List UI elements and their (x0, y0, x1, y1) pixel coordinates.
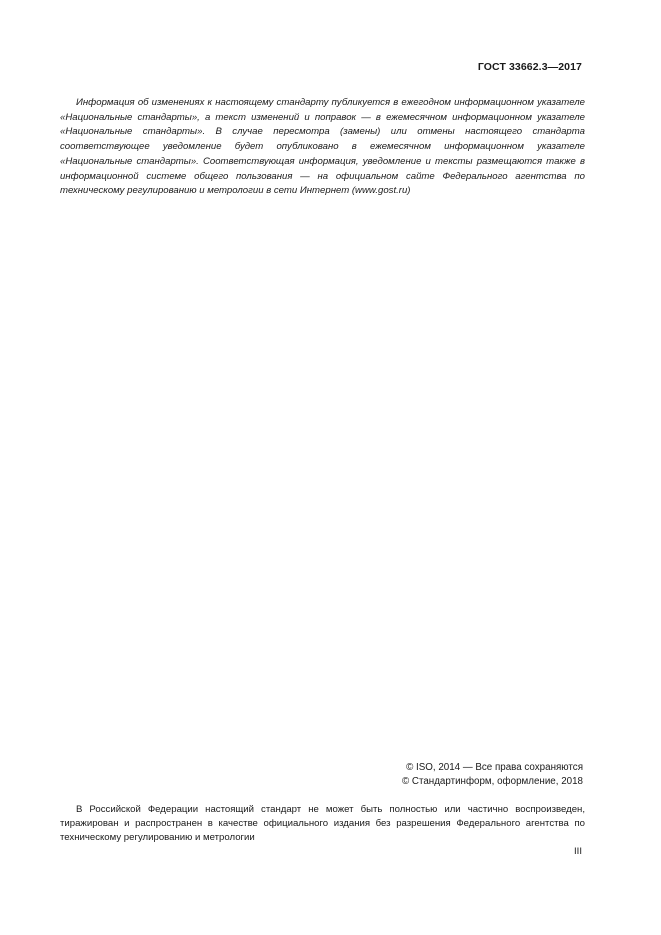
reproduction-notice: В Российской Федерации настоящий стандарт не может быть полностью или частично воспроизведен, тиражирован и распространен в качестве официального издания без разрешения Федерального агентства по техническому регулированию и метрологии (60, 804, 585, 843)
copyright-block (402, 761, 583, 789)
publication-info-paragraph: Информация об изменениях к настоящему стандарту публикуется в ежегодном информационном указателе «Национальные стандарты», а текст изменений и поправок — в ежемесячном информационном указателе «Национальные стандарты». В случае пересмотра (замены) или отмены настоящего стандарта соответствующее уведомление будет опубликовано в ежемесячном информационном указателе «Национальные стандарты». Соответствующая информация, уведомление и тексты размещаются также в информационной системе общего пользования — на официальном сайте Федерального агентства по техническому регулированию и метрологии в сети Интернет (www.gost.ru) (60, 97, 585, 197)
standard-code: ГОСТ 33662.3—2017 (477, 61, 582, 73)
page-number: III (574, 846, 582, 857)
copyright-iso: © ISO, 2014 — Все права сохраняются (406, 762, 583, 773)
copyright-standartinform: © Стандартинформ, оформление, 2018 (401, 776, 583, 787)
